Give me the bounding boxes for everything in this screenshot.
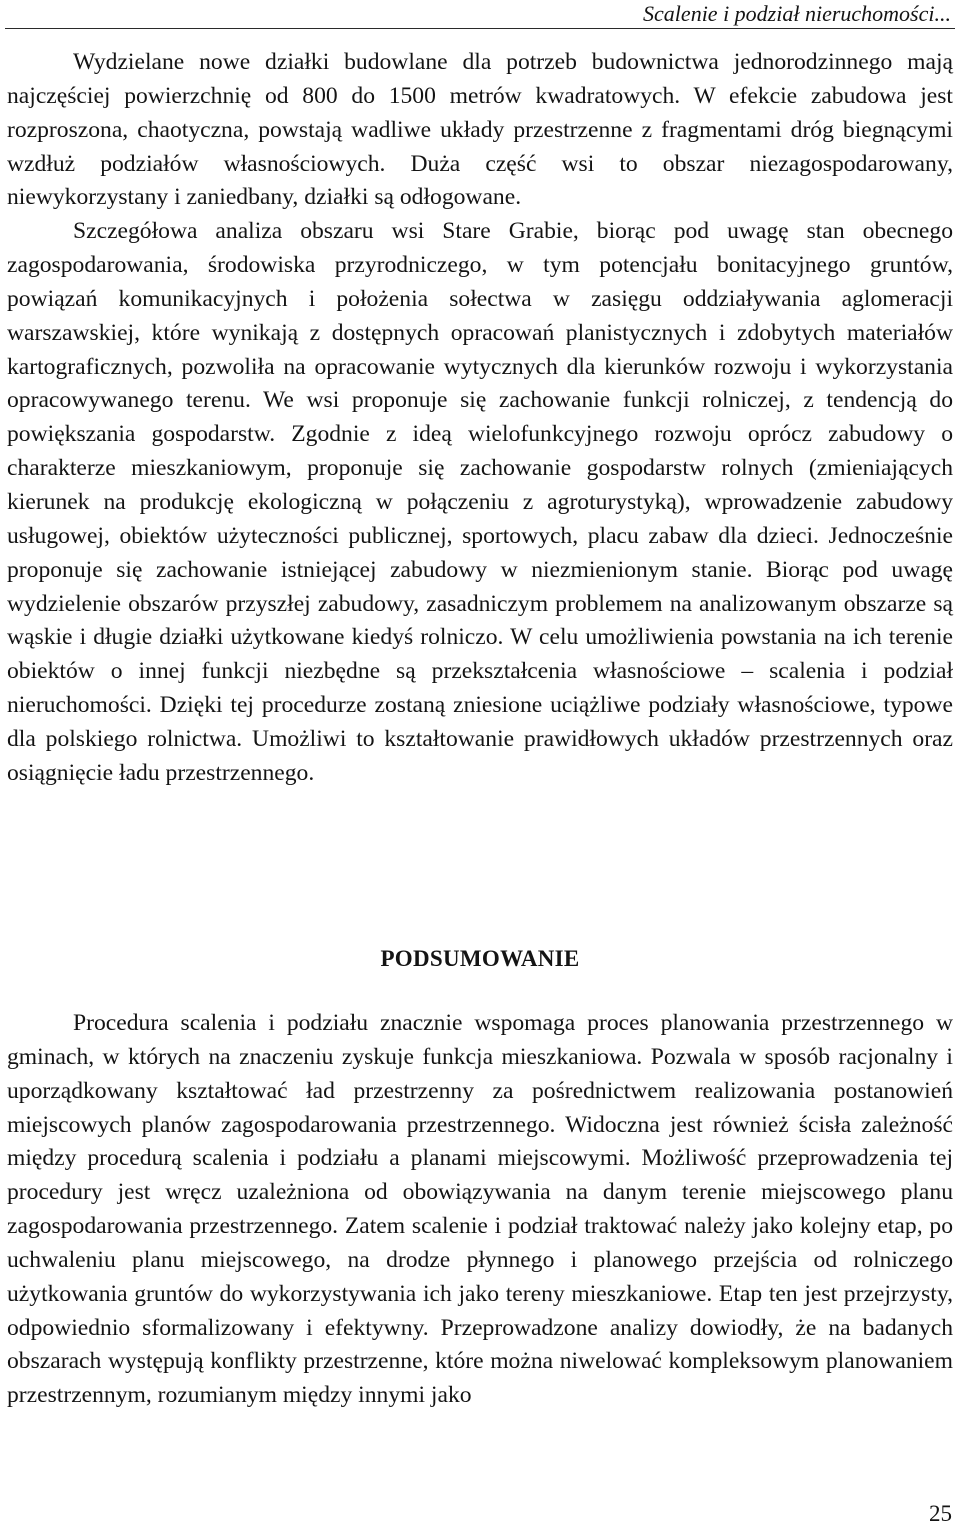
running-header — [5, 0, 955, 29]
section-heading: PODSUMOWANIE — [380, 946, 580, 971]
page-number: 25 — [929, 1501, 952, 1526]
running-title: Scalenie i podział nieruchomości... — [643, 1, 951, 26]
paragraph-parcel-sizes: Wydzielane nowe działki budowlane dla potrzeb budownictwa jednorodzinnego mają najczęściej powierzchnię od 800 do 1500 metrów kwadratowych. W efekcie zabudowa jest rozproszona, chaotyczna, powstają wadliwe układy przestrzenne z fragmentami dróg biegnącymi wzdłuż podziałów własnościowych. Duża część wsi to obszar niezagospodarowany, niewykorzystany i zaniedbany, działki są odłogowane. — [7, 49, 953, 211]
paragraph-stare-grabie-analysis: Szczegółowa analiza obszaru wsi Stare Grabie, biorąc pod uwagę stan obecnego zagospodarowania, środowiska przyrodniczego, w tym potencjału bonitacyjnego gruntów, powiązań komunikacyjnych i położenia sołectwa w zasięgu oddziaływania aglomeracji warszawskiej, które wynikają z dostępnych opracowań planistycznych i zdobytych materiałów kartograficznych, pozwoliła na opracowanie wytycznych dla kierunków rozwoju i wykorzystania opracowywanego terenu. We wsi proponuje się zachowanie funkcji rolniczej, z tendencją do powiększania gospodarstw. Zgodnie z ideą wielofunkcyjnego rozwoju oprócz zabudowy o charakterze mieszkaniowym, proponuje się zachowanie gospodarstw rolnych (zmieniających kierunek na produkcję ekologiczną w połączeniu z agroturystyką), wprowadzenie zabudowy usługowej, obiektów użyteczności publicznej, sportowych, placu zabaw dla dzieci. Jednocześnie proponuje się zachowanie istniejącej zabudowy w niezmienionym stanie. Biorąc pod uwagę wydzielenie obszarów przyszłej zabudowy, zasadniczym problemem na analizowanym obszarze są wąskie i długie działki użytkowane kiedyś rolniczo. W celu umożliwienia powstania na ich terenie obiektów o innej funkcji niezbędne są przekształcenia własnościowe – scalenia i podział nieruchomości. Dzięki tej procedurze zostaną zniesione uciążliwe podziały własnościowe, typowe dla polskiego rolnictwa. Umożliwi to kształtowanie prawidłowych układów przestrzennych oraz osiągnięcie ładu przestrzennego. — [7, 218, 953, 786]
paragraph-summary: Procedura scalenia i podziału znacznie wspomaga proces planowania przestrzennego w gminach, w których na znaczeniu zyskuje funkcja mieszkaniowa. Pozwala w sposób racjonalny i uporządkowany kształtować ład przestrzenny za pośrednictwem realizowania postanowień miejscowych planów zagospodarowania przestrzennego. Widoczna jest również ścisła zależność między procedurą scalenia i podziału a planami miejscowymi. Możliwość przeprowadzenia tej procedury jest wręcz uzależniona od obowiązywania na danym terenie miejscowego planu zagospodarowania przestrzennego. Zatem scalenie i podział traktować należy jako kolejny etap, po uchwaleniu planu miejscowego, na drodze płynnego i planowego przejścia od rolniczego użytkowania gruntów do wykorzystywania ich jako tereny mieszkaniowe. Etap ten jest przejrzysty, odpowiednio sformalizowany i efektywny. Przeprowadzone analizy dowiodły, że na badanych obszarach występują konflikty przestrzenne, które można niwelować kompleksowym planowaniem przestrzennym, rozumianym między innymi jako — [7, 1010, 953, 1409]
body-text-before-heading — [7, 46, 953, 791]
body-text-summary — [7, 1007, 953, 1413]
